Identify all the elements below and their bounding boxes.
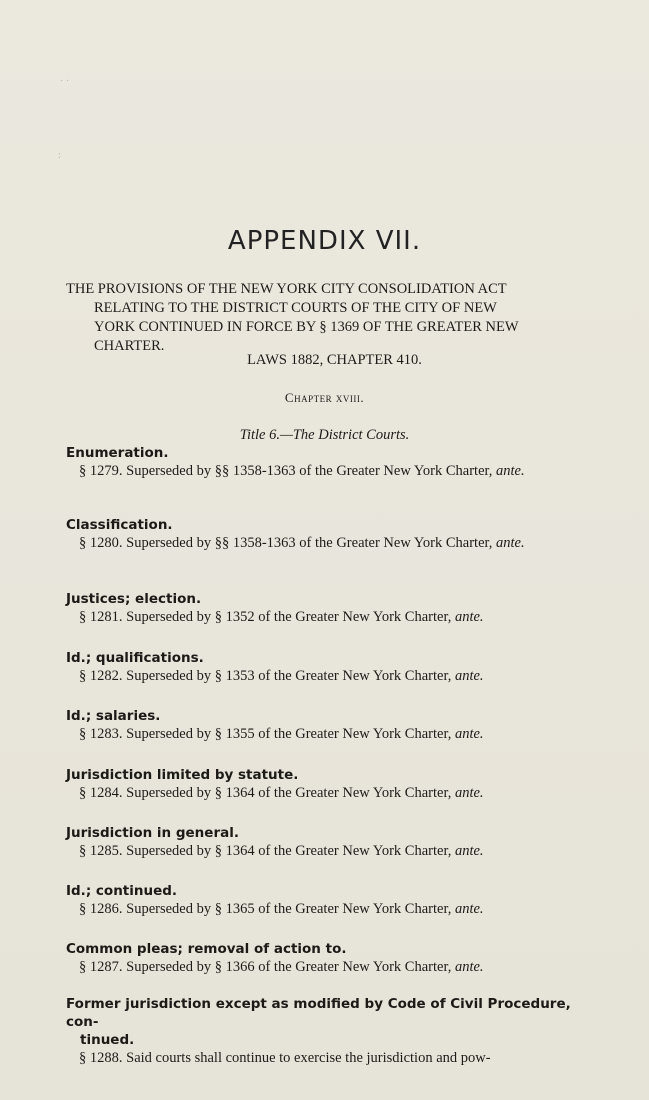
section-heading-continued: tinued. (80, 1032, 135, 1048)
chapter-label: Chapter xviii. (284, 390, 365, 405)
section-heading: Common pleas; removal of action to. (66, 941, 347, 957)
section-1285 (66, 824, 606, 860)
section-ante: ante. (454, 609, 484, 625)
section-1287 (66, 940, 606, 976)
section-body: § 1286. Superseded by § 1365 of the Greater New York Charter, (79, 901, 452, 917)
section-1280 (66, 516, 606, 552)
section-1286 (66, 882, 606, 918)
section-text (66, 958, 606, 976)
section-body: § 1285. Superseded by § 1364 of the Greater New York Charter, (79, 843, 452, 859)
section-body: § 1287. Superseded by § 1366 of the Greater New York Charter, (79, 959, 452, 975)
section-body: § 1281. Superseded by § 1352 of the Greater New York Charter, (79, 609, 452, 625)
section-heading: Jurisdiction limited by statute. (66, 767, 299, 783)
section-heading: Id.; continued. (66, 883, 178, 899)
intro-line: YORK CONTINUED IN FORCE BY § 1369 OF THE GREATER NEW (94, 319, 519, 335)
section-text (66, 1049, 606, 1067)
section-1281 (66, 590, 606, 626)
section-heading-line: Former jurisdiction except as modified by Code of Civil Procedure, con- (66, 996, 571, 1030)
section-ante: ante. (454, 901, 484, 917)
section-text (66, 608, 606, 626)
section-1288 (66, 995, 606, 1067)
section-1279 (66, 444, 606, 480)
intro-line: RELATING TO THE DISTRICT COURTS OF THE CITY OF NEW (94, 300, 497, 316)
section-text (66, 842, 606, 860)
section-body: § 1284. Superseded by § 1364 of the Greater New York Charter, (79, 785, 452, 801)
section-text (66, 784, 606, 802)
laws-reference: LAWS 1882, CHAPTER 410. (247, 352, 422, 368)
section-body: § 1288. Said courts shall continue to exercise the jurisdiction and pow- (79, 1050, 491, 1066)
section-body: § 1279. Superseded by §§ 1358-1363 of the Greater New York Charter, (79, 463, 493, 479)
section-body: § 1282. Superseded by § 1353 of the Greater New York Charter, (79, 668, 452, 684)
section-heading: Enumeration. (66, 445, 169, 461)
title-heading: Title 6.—The District Courts. (239, 427, 410, 443)
section-heading: Jurisdiction in general. (66, 825, 239, 841)
section-ante: ante. (496, 535, 525, 551)
intro-line: CHARTER. (94, 338, 165, 354)
section-body: § 1280. Superseded by §§ 1358-1363 of the Greater New York Charter, (79, 535, 493, 551)
scan-speck: · · (60, 76, 70, 87)
section-text (66, 462, 606, 480)
scan-speck: : (58, 150, 61, 161)
section-heading: Id.; qualifications. (66, 650, 204, 666)
section-1282 (66, 649, 606, 685)
section-ante: ante. (454, 959, 484, 975)
section-ante: ante. (496, 463, 525, 479)
section-ante: ante. (454, 785, 484, 801)
section-ante: ante. (454, 843, 484, 859)
section-1283 (66, 707, 606, 743)
section-heading: Justices; election. (66, 591, 202, 607)
section-heading: Classification. (66, 517, 173, 533)
section-text (66, 725, 606, 743)
intro-line: THE PROVISIONS OF THE NEW YORK CITY CONSOLIDATION ACT (66, 281, 507, 297)
section-heading: Id.; salaries. (66, 708, 161, 724)
section-ante: ante. (454, 726, 484, 742)
section-text (66, 667, 606, 685)
section-1284 (66, 766, 606, 802)
intro-heading (66, 280, 606, 356)
section-ante: ante. (454, 668, 484, 684)
appendix-title: APPENDIX VII. (227, 226, 422, 256)
section-body: § 1283. Superseded by § 1355 of the Greater New York Charter, (79, 726, 452, 742)
section-text (66, 534, 606, 552)
section-text (66, 900, 606, 918)
section-heading (66, 995, 606, 1049)
chapter-heading (0, 390, 649, 406)
